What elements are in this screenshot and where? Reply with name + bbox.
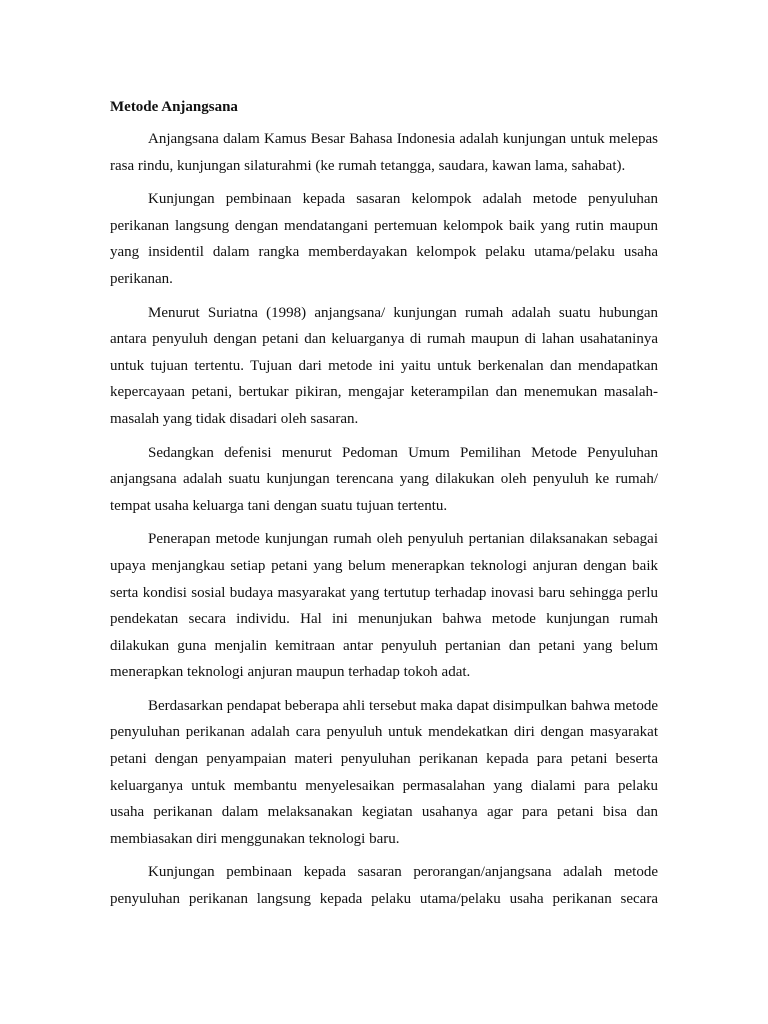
paragraph-5: Penerapan metode kunjungan rumah oleh penyuluh pertanian dilaksanakan sebagai upaya menjangkau setiap petani yang belum menerapkan teknologi anjuran dengan baik serta kondisi sosial budaya masyarakat yang tertutup terhadap inovasi baru sehingga perlu pendekatan secara individu. Hal ini menunjukan bahwa metode kunjungan rumah dilakukan guna menjalin kemitraan antar penyuluh pertanian dan petani yang belum menerapkan teknologi anjuran maupun terhadap tokoh adat.: [110, 531, 658, 681]
paragraph-4: Sedangkan defenisi menurut Pedoman Umum Pemilihan Metode Penyuluhan anjangsana adalah suatu kunjungan terencana yang dilakukan oleh penyuluh ke rumah/ tempat usaha keluarga tani dengan suatu tujuan tertentu.: [110, 444, 658, 514]
section-heading: Metode Anjangsana: [110, 99, 238, 115]
paragraph-6: Berdasarkan pendapat beberapa ahli tersebut maka dapat disimpulkan bahwa metode penyuluhan perikanan adalah cara penyuluh untuk mendekatkan diri dengan masyarakat petani dengan penyampaian materi penyuluhan perikanan kepada para petani beserta keluarganya untuk membantu menyelesaikan permasalahan yang dialami para pelaku usaha perikanan dalam melaksanakan kegiatan usahanya agar para petani bisa dan membiasakan diri menggunakan teknologi baru.: [110, 697, 658, 847]
paragraph-7: Kunjungan pembinaan kepada sasaran perorangan/anjangsana adalah metode penyuluhan perikanan langsung kepada pelaku utama/pelaku usaha perikanan secara: [110, 864, 658, 908]
paragraph-1: Anjangsana dalam Kamus Besar Bahasa Indonesia adalah kunjungan untuk melepas rasa rindu, kunjungan silaturahmi (ke rumah tetangga, saudara, kawan lama, sahabat).: [110, 131, 658, 174]
paragraph-3: Menurut Suriatna (1998) anjangsana/ kunjungan rumah adalah suatu hubungan antara penyuluh dengan petani dan keluarganya di rumah maupun di lahan usahataninya untuk tujuan tertentu. Tujuan dari metode ini yaitu untuk berkenalan dan mendapatkan kepercayaan petani, bertukar pikiran, mengajar keterampilan dan menemukan masalah-masalah yang tidak disadari oleh sasaran.: [110, 304, 658, 427]
paragraph-2: Kunjungan pembinaan kepada sasaran kelompok adalah metode penyuluhan perikanan langsung dengan mendatangani pertemuan kelompok baik yang rutin maupun yang insidentil dalam rangka memberdayakan kelompok pelaku utama/pelaku usaha perikanan.: [110, 191, 658, 287]
document-page: [110, 94, 658, 920]
